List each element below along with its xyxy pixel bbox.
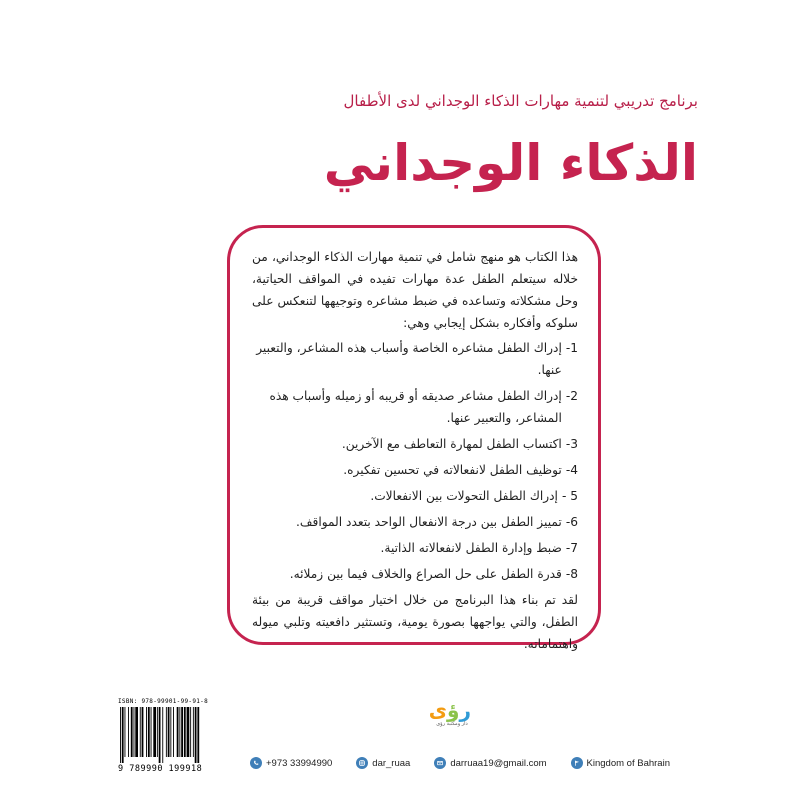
item-text: قدرة الطفل على حل الصراع والخلاف فيما بين زملائه. (289, 567, 562, 581)
barcode-bar (122, 707, 124, 763)
contact-label: Kingdom of Bahrain (586, 757, 670, 769)
barcode-bar (142, 707, 144, 757)
contact-phone (250, 757, 332, 769)
contact-label: darruaa19@gmail.com (450, 757, 547, 769)
barcode-bar (151, 707, 152, 757)
barcode-bar (120, 707, 121, 763)
item-number: 4- (565, 463, 578, 477)
list-item (252, 563, 578, 585)
list-item (252, 385, 578, 429)
contact-label: dar_ruaa (372, 757, 411, 769)
description-box (227, 225, 601, 651)
skills-list (252, 337, 578, 585)
item-text: إدراك الطفل مشاعره الخاصة وأسباب هذه المشاعر، والتعبير عنها. (256, 341, 562, 377)
contact-instagram (356, 757, 410, 769)
barcode-bar (184, 707, 186, 757)
item-number: 6- (565, 515, 578, 529)
barcode-bar (153, 707, 156, 757)
list-item (252, 537, 578, 559)
barcode-bar (177, 707, 179, 757)
barcode-bar (195, 707, 197, 763)
list-item (252, 459, 578, 481)
closing-paragraph: لقد تم بناء هذا البرنامج من خلال اختيار مواقف قريبة من بيئة الطفل، والتي يواجهها بصورة يومية، وتستثير دافعيته وتلبي ميوله واهتماماته. (252, 593, 578, 651)
list-item (252, 511, 578, 533)
subtitle: برنامج تدريبي لتنمية مهارات الذكاء الوجداني لدى الأطفال (343, 92, 698, 110)
item-text: تمييز الطفل بين درجة الانفعال الواحد بتعدد المواقف. (296, 515, 562, 529)
barcode-bar (197, 707, 199, 763)
intro-paragraph: هذا الكتاب هو منهج شامل في تنمية مهارات الذكاء الوجداني، من خلاله سيتعلم الطفل عدة مهارات تفيده في المواقف الحياتية، وحل مشكلاته وتساعده في ضبط مشاعره وتوجيهها لتنعكس على سلوكه وأفكاره بشكل إيجابي وهي: (252, 250, 578, 330)
barcode-bar (173, 707, 174, 757)
isbn-digits: 9 789990 199918 (118, 764, 203, 774)
item-text: ضبط وإدارة الطفل لانفعالاته الذاتية. (380, 541, 562, 555)
email-icon (434, 757, 446, 769)
isbn-label: ISBN: 978-99901-99-91-8 (118, 698, 208, 705)
barcode-bar (170, 707, 171, 757)
item-number: 8- (565, 567, 578, 581)
barcode-bar (128, 707, 129, 757)
barcode-bar (193, 707, 194, 757)
barcode-bar (179, 707, 180, 757)
barcode-bar (140, 707, 141, 757)
barcode-bar (162, 707, 163, 763)
barcode-bar (157, 707, 158, 757)
barcode-bar (166, 707, 167, 757)
contact-bar (250, 754, 670, 772)
contact-label: +973 33994990 (266, 757, 333, 769)
whatsapp-icon (250, 757, 262, 769)
location-flag-icon (571, 757, 583, 769)
item-number: 7- (565, 541, 578, 555)
item-text: إدراك الطفل مشاعر صديقه أو قريبه أو زميله وأسباب هذه المشاعر، والتعبير عنها. (269, 389, 562, 425)
logo-wordmark: رؤى (428, 698, 471, 722)
item-number: 1- (565, 341, 578, 355)
contact-location (571, 757, 670, 769)
barcode-bar (134, 707, 135, 757)
logo-caption: دار ومكتبة رؤى (436, 721, 468, 727)
list-item (252, 485, 578, 507)
item-text: اكتساب الطفل لمهارة التعاطف مع الآخرين. (341, 437, 562, 451)
contact-email (434, 757, 546, 769)
isbn-barcode (118, 698, 228, 778)
publisher-logo (428, 698, 471, 736)
barcode-bar (131, 707, 133, 757)
barcode-bar (187, 707, 190, 757)
book-title: الذكاء الوجداني (323, 134, 698, 192)
item-number: 2- (565, 389, 578, 403)
item-number: 5 - (561, 489, 578, 503)
barcode-bar (125, 707, 126, 757)
list-item (252, 337, 578, 381)
barcode-bars (118, 707, 226, 763)
item-number: 3- (565, 437, 578, 451)
barcode-bar (190, 707, 191, 757)
list-item (252, 433, 578, 455)
barcode-bar (146, 707, 147, 757)
barcode-bar (168, 707, 170, 757)
barcode-bar (148, 707, 150, 757)
item-text: إدراك الطفل التحولات بين الانفعالات. (370, 489, 558, 503)
item-text: توظيف الطفل لانفعالاته في تحسين تفكيره. (343, 463, 562, 477)
instagram-icon (356, 757, 368, 769)
barcode-bar (135, 707, 138, 757)
barcode-bar (181, 707, 183, 757)
barcode-bar (159, 707, 161, 763)
